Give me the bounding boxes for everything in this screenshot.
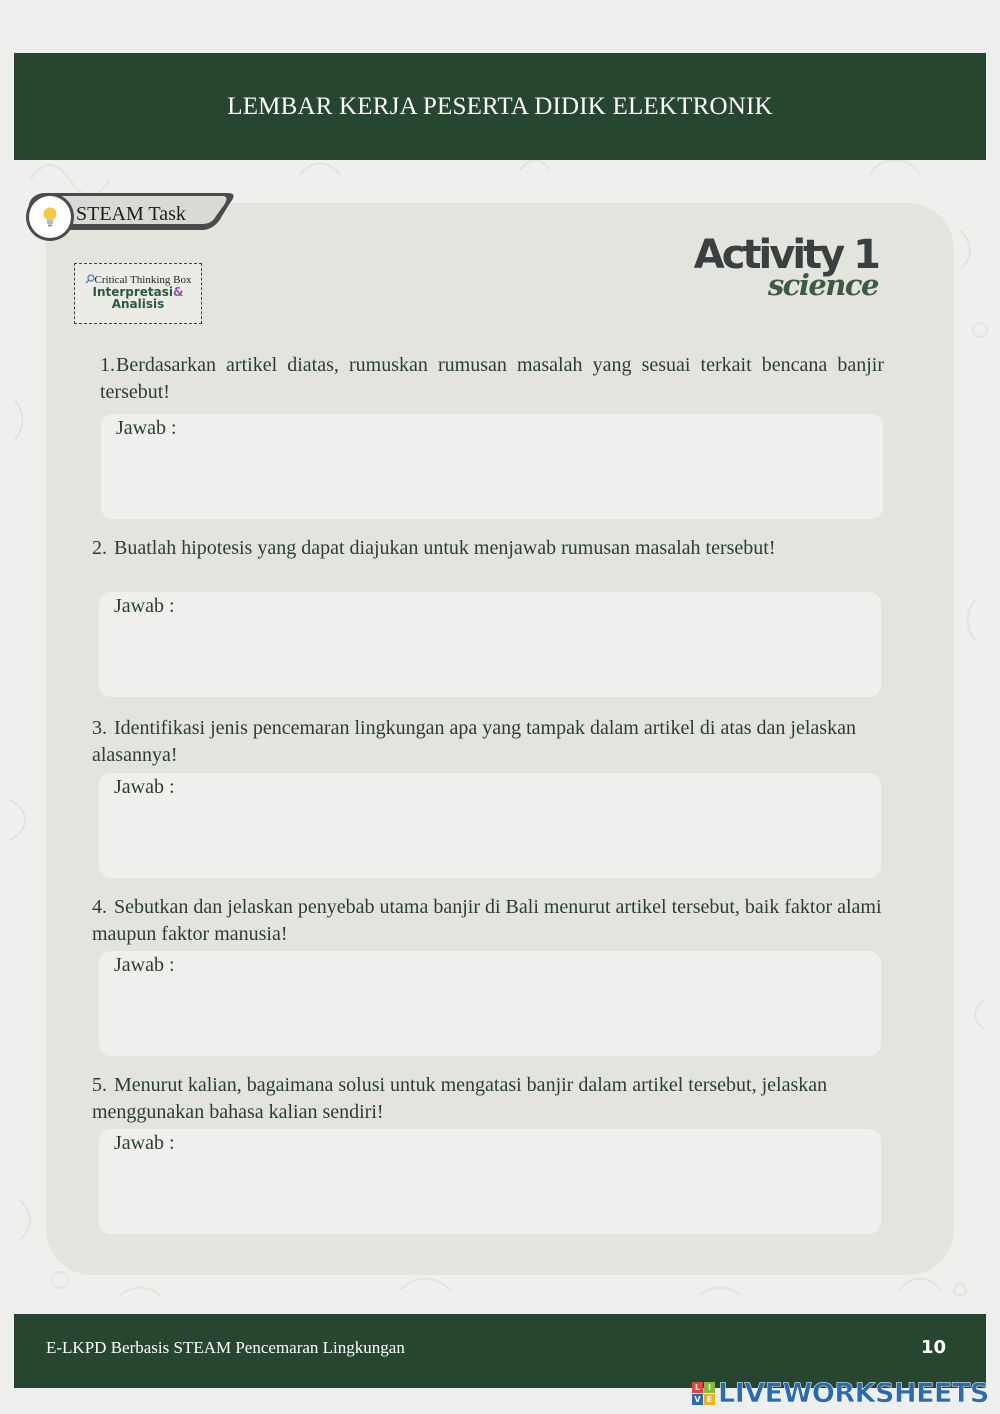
critical-thinking-box [74,263,202,324]
critical-thinking-line1: Interpretasi& [92,285,184,299]
header-title: LEMBAR KERJA PESERTA DIDIK ELEKTRONIK [227,92,773,120]
question-3 [92,715,884,769]
lightbulb-icon [41,206,59,228]
question-text: Buatlah hipotesis yang dapat diajukan untuk menjawab rumusan masalah tersebut! [114,537,776,559]
activity-title: Activity 1 [693,232,878,278]
page-number: 10 [920,1337,946,1358]
liveworksheets-text: LIVEWORKSHEETS [718,1377,989,1409]
steam-bulb-badge [29,196,71,238]
question-number: 3. [92,717,107,739]
question-text: Sebutkan dan jelaskan penyebab utama banjir di Bali menurut artikel tersebut, baik faktor alami maupun faktor manusia! [92,896,882,945]
question-1 [100,352,884,406]
liveworksheets-grid-icon: L I V E [692,1382,715,1405]
critical-thinking-line2: Analisis [111,297,165,311]
magnifier-icon [85,274,95,284]
footer-text: E-LKPD Berbasis STEAM Pencemaran Lingkungan [46,1338,405,1357]
question-number: 5. [92,1074,107,1096]
answer-field-2[interactable] [99,592,881,697]
liveworksheets-logo [692,1376,992,1410]
critical-thinking-title: Critical Thinking Box [75,274,201,286]
answer-field-4[interactable] [99,951,881,1056]
question-4 [92,894,884,948]
question-5 [92,1072,884,1126]
question-number: 1. [100,354,115,376]
answer-field-1[interactable] [101,414,883,519]
answer-field-5[interactable] [99,1129,881,1234]
activity-subtitle: science [767,268,878,302]
page-header [14,53,986,160]
question-text: Identifikasi jenis pencemaran lingkungan apa yang tampak dalam artikel di atas dan jelaskan alasannya! [92,717,856,766]
question-text: Menurut kalian, bagaimana solusi untuk mengatasi banjir dalam artikel tersebut, jelaskan menggunakan bahasa kalian sendiri! [92,1074,828,1123]
answer-label: Jawab : [114,1132,175,1154]
question-2 [92,535,884,562]
answer-label: Jawab : [114,776,175,798]
question-number: 4. [92,896,107,918]
answer-label: Jawab : [114,595,175,617]
answer-label: Jawab : [114,954,175,976]
answer-label: Jawab : [116,417,177,439]
question-text: Berdasarkan artikel diatas, rumuskan rumusan masalah yang sesuai terkait bencana banjir tersebut! [100,354,884,403]
question-number: 2. [92,537,107,559]
steam-task-label: STEAM Task [76,203,186,225]
answer-field-3[interactable] [99,773,881,878]
activity-heading [693,232,890,302]
